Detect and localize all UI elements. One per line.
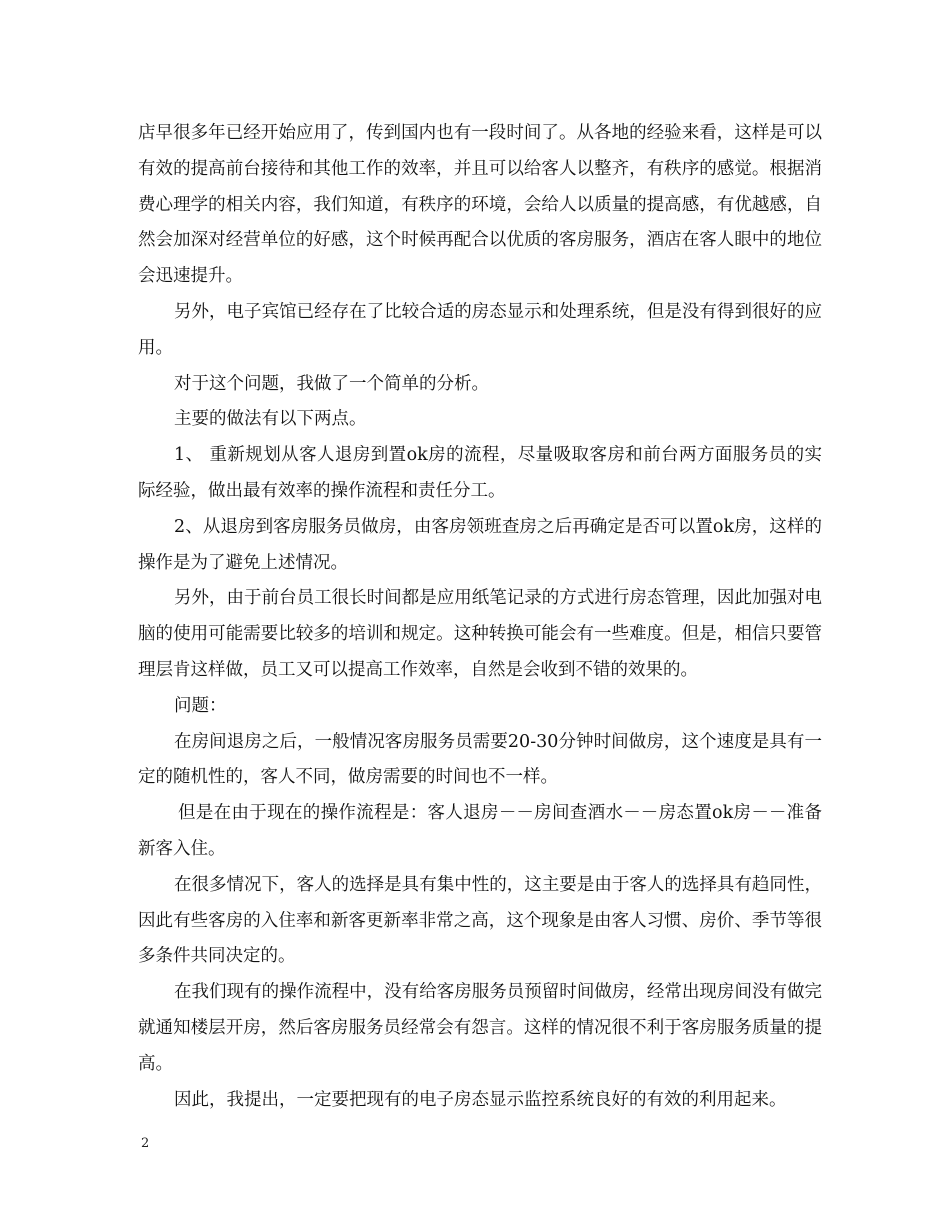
paragraph: 在我们现有的操作流程中，没有给客房服务员预留时间做房，经常出现房间没有做完就通知楼层开房，然后客房服务员经常会有怨言。这样的情况很不利于客房服务质量的提高。 <box>138 982 822 1074</box>
paragraph: 主要的做法有以下两点。 <box>174 409 367 430</box>
paragraph: 对于这个问题，我做了一个简单的分析。 <box>174 373 489 394</box>
paragraph: 1、 重新规划从客人退房到置ok房的流程，尽量吸取客房和前台两方面服务员的实际经验，做出最有效率的操作流程和责任分工。 <box>138 445 822 501</box>
paragraph: 因此，我提出，一定要把现有的电子房态显示监控系统良好的有效的利用起来。 <box>174 1089 787 1110</box>
paragraph: 问题： <box>174 695 227 716</box>
paragraph: 在很多情况下，客人的选择是具有集中性的，这主要是由于客人的选择具有趋同性，因此有些客房的入住率和新客更新率非常之高，这个现象是由客人习惯、房价、季节等很多条件共同决定的。 <box>138 874 822 967</box>
paragraph: 2、从退房到客房服务员做房，由客房领班查房之后再确定是否可以置ok房，这样的操作是为了避免上述情况。 <box>138 516 822 573</box>
paragraph: 店早很多年已经开始应用了，传到国内也有一段时间了。从各地的经验来看，这样是可以有效的提高前台接待和其他工作的效率，并且可以给客人以整齐，有秩序的感觉。根据消费心理学的相关内容，我们知道，有秩序的环境，会给人以质量的提高感，有优越感，自然会加深对经营单位的好感，这个时候再配合以优质的客房服务，酒店在客人眼中的地位会迅速提升。 <box>138 123 822 287</box>
paragraph: 另外，电子宾馆已经存在了比较合适的房态显示和处理系统，但是没有得到很好的应用。 <box>138 301 822 358</box>
page-number: 2 <box>141 1136 150 1151</box>
paragraph: 但是在由于现在的操作流程是：客人退房－－房间查酒水－－房态置ok房－－准备新客入住。 <box>138 803 822 859</box>
paragraph: 在房间退房之后，一般情况客房服务员需要20-30分钟时间做房，这个速度是具有一定的随机性的，客人不同，做房需要的时间也不一样。 <box>138 731 822 788</box>
document-body <box>138 116 822 1118</box>
paragraph: 另外，由于前台员工很长时间都是应用纸笔记录的方式进行房态管理，因此加强对电脑的使用可能需要比较多的培训和规定。这种转换可能会有一些难度。但是，相信只要管理层肯这样做，员工又可以提高工作效率，自然是会收到不错的效果的。 <box>138 588 822 680</box>
